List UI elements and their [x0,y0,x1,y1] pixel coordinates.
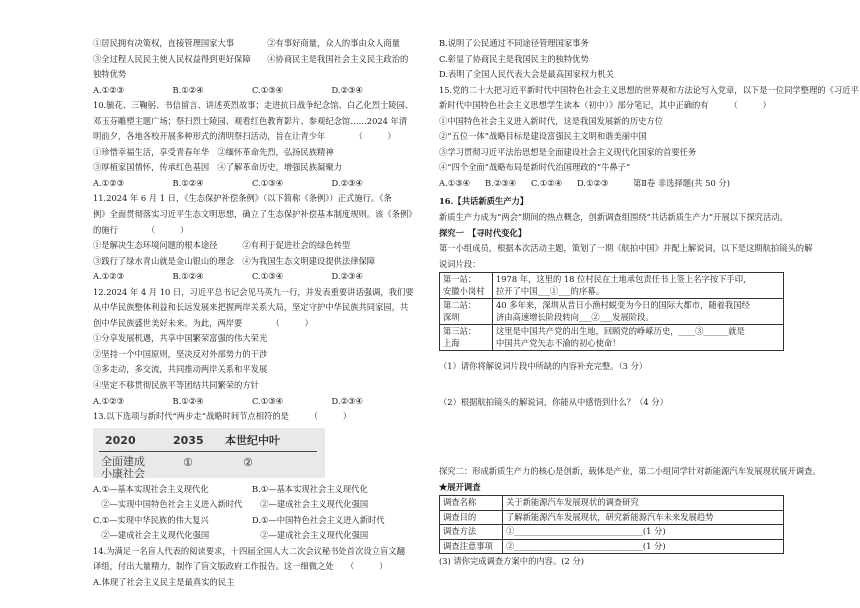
timeline-year-2020: 2020 [105,433,136,447]
option-d[interactable]: D.②③④ [331,271,363,282]
explore2-line: 探究二：形成新质生产力的核心是创新，载体是产业，第二小组同学针对新能源汽车发展现状展开调查。 [439,466,821,477]
q16-1: （1）请你将解说词片段中所缺的内容补充完整。（3 分） [439,361,648,372]
timeline-blank-2: ② [243,455,253,469]
q11-line: 例》全面贯彻落实习近平生态文明思想，确立了生态保护补偿基本制度规则。该《条例》 [93,209,417,220]
q12-line: ④坚定不移贯彻民族平等团结共同繁荣的方针 [93,380,259,391]
option-b[interactable]: B.①②④ [172,177,204,188]
timeline-blank-1: ① [183,455,193,469]
table-row [440,496,784,511]
option-a[interactable]: A.①③④ [439,177,470,188]
option-c[interactable]: C.①③④ [252,84,284,95]
q11-line: 11.2024 年 6 月 1 日，《生态保护补偿条例》（以下简称《条例》）正式施行。《条 [93,193,392,204]
q14-line: 14.为满足一名盲人代表的阅读要求，十四届全国人大二次会议秘书处首次设立盲文翻 [93,545,405,556]
q15-line: 新时代中国特色社会主义思想学生读本（初中）》部分笔记，其中正确的有 （ ） [439,100,771,111]
option-d[interactable]: D.①—中国特色社会主义进入新时代 [252,514,385,525]
q16-title: 16.【共话新质生产力】 [439,196,529,207]
q11-line: ③践行了绿水青山就是金山银山的理念 ④为我国生态文明建设提供法律保障 [93,255,376,266]
option-b[interactable]: B.①—基本实现社会主义现代化 [252,483,368,494]
answer-space[interactable] [439,375,784,395]
q10-line: ③厚植家国情怀，传承红色基因 ④了解革命历史，增强民族凝聚力 [93,162,342,173]
q14-option-c[interactable]: C.彰显了协商民主是我国民主的独特优势 [439,53,589,64]
q13-options-row [93,482,411,498]
timeline-mid-century: 本世纪中叶 [225,433,280,447]
table-row [440,299,784,325]
q14-line: 译组，付出大量精力，制作了盲文版政府工作报告。这一细微之处 （ ） [93,561,388,572]
option-d[interactable]: D.②③④ [331,177,363,188]
q10-line: 明前夕，各地各校开展多种形式的清明祭扫活动，旨在让青少年 （ ） [93,131,396,142]
option-c-sub: ②—建成社会主义现代化强国 [93,530,210,541]
q13-options-row [93,528,411,544]
q10-options [93,176,411,192]
station-cell: 第一站： 安徽小岗村 [440,273,493,299]
answer-space[interactable] [439,410,784,464]
survey-blank-notes[interactable]: ②_______________________________(1 分) [503,539,784,554]
q12-line: ③多走动，多交流，共同推动两岸关系和平发展 [93,364,268,375]
q10-line: 邓玉芬雕塑主题广场；祭扫烈士陵园、观看红色教育影片、参观纪念馆……2024 年清 [93,115,408,126]
q11-options [93,269,411,285]
part2-title: 第Ⅱ卷 非选择题(共 50 分) [633,177,730,188]
option-c[interactable]: C.①③④ [252,395,284,406]
q9-choice-line: ③全过程人民民主使人民权益得到更好保障 ④协商民主是我国社会主义民主政治的 [93,53,409,64]
table-row [440,525,784,540]
narration-cell: 40 多年来，深圳从昔日小渔村蜕变为今日的国际大都市，随着我国经 济由高速增长阶段转向___②___发展阶段。 [493,299,784,325]
timeline-figure [93,428,325,478]
q15-line: ②“五位一体”战略目标是建设富强民主文明和谐美丽中国 [439,131,647,142]
table-row [440,539,784,554]
q12-line: 从中华民族整体利益和长远发展来把握两岸关系大局，坚定守护中华民族共同家园，共 [93,302,409,313]
option-a[interactable]: A.①②③ [93,271,124,282]
option-d[interactable]: D.②③④ [331,84,363,95]
q10-line: 10.毓花、三鞠躬、书信留言、讲述英烈故事；走进抗日战争纪念馆、白乙化烈士陵园、 [93,100,414,111]
left-column [93,36,417,591]
option-b-sub: ②—建成社会主义现代化强国 [252,499,369,510]
timeline-label-1a: 全面建成 [101,454,145,468]
q14-option-a[interactable]: A.体现了社会主义民主是最真实的民主 [93,576,235,587]
q16-intro: 新质生产力成为“两会”期间的热点概念，创新调查组围绕“共话新质生产力”开展以下探究活动。 [439,212,788,223]
q15-options-row [439,176,784,192]
timeline-label-1b: 小康社会 [101,466,145,480]
survey-key: 调查注意事项 [440,539,503,554]
narration-cell: 这里是中国共产党的出生地，回顾党的峥嵘历史，____③______就是 中国共产党矢志不渝的初心使命！ [493,325,784,351]
q15-line: ③学习贯彻习近平法治思想是全面建设社会主义现代化国家的首要任务 [439,146,697,157]
explore1-line: 第一小组成员，根据本次活动主题，策划了一期《航拍中国》并配上解说词，以下是这期航拍镜头的解 [439,243,813,254]
q14-option-d[interactable]: D.表明了全国人民代表大会是最高国家权力机关 [439,69,614,80]
q16-2: （2）根据航拍镜头的解说词，你能从中感悟到什么？（4 分） [439,396,668,407]
station-cell: 第三站： 上海 [440,325,493,351]
q9-options [93,83,411,99]
q10-line: ①珍惜幸福生活，享受青春年华 ②缅怀革命先烈，弘扬民族精神 [93,146,334,157]
q12-line: 创中华民族盛世美好未来。为此，两岸要 （ ） [93,317,313,328]
timeline-axis [99,451,317,452]
option-a[interactable]: A.①②③ [93,84,124,95]
survey-value: 关于新能源汽车发展现状的调查研究 [503,496,784,511]
survey-key: 调查方法 [440,525,503,540]
timeline-year-2035: 2035 [173,433,204,447]
option-c[interactable]: C.①③④ [252,177,284,188]
q16-3: (3) 请你完成调查方案中的内容。(2 分) [439,556,584,567]
explore1-title: 探究一 【寻时代变化】 [439,227,527,238]
option-b[interactable]: B.①②④ [172,395,204,406]
q12-line: ①分享发展机遇，共享中国繁荣富强的伟大荣光 [93,333,268,344]
station-cell: 第二站： 深圳 [440,299,493,325]
q9-choice-line: ①居民拥有决策权，直接管理国家大事 ②有事好商量，众人的事由众人商量 [93,38,400,48]
q13-stem: 13.以下选项与新时代“两步走”战略时间节点相符的是 （ ） [93,411,352,422]
q15-line: ①中国特色社会主义进入新时代，这是我国发展新的历史方位 [439,115,664,126]
q15-line: 15.党的二十大把习近平新时代中国特色社会主义思想的世界观和方法论写入党章，以下是一位同学整理的《习近平 [439,84,859,95]
q11-line: ①是解决生态环境问题的根本途径 ②有利于促进社会的绿色转型 [93,240,351,251]
q13-options-row [93,513,411,529]
q9-choice-line: 独特优势 [93,69,127,80]
q15-line: ④“四个全面”战略布局是新时代治国理政的“牛鼻子” [439,162,631,173]
option-a[interactable]: A.①—基本实现社会主义现代化 [93,483,209,494]
explore1-line: 说词片段： [439,258,481,269]
q13-options-row [93,497,411,513]
q11-line: 的施行 （ ） [93,224,189,235]
option-d[interactable]: D.②③④ [331,395,363,406]
option-a[interactable]: A.①②③ [93,395,124,406]
option-a[interactable]: A.①②③ [93,177,124,188]
option-b[interactable]: B.②③④ [485,177,517,188]
option-d[interactable]: D.①②③ [577,177,609,188]
option-c[interactable]: C.①③④ [252,271,284,282]
right-column [439,36,859,570]
option-c[interactable]: C.①②④ [531,177,563,188]
option-d-sub: ②—建成社会主义现代化强国 [252,530,369,541]
narration-table [439,272,784,351]
option-a-sub: ②—实现中国特色社会主义进入新时代 [93,499,243,510]
table-row [440,273,784,299]
survey-key: 调查目的 [440,510,503,525]
q12-options [93,394,411,410]
survey-title: ★展开调查 [439,481,481,492]
q12-line: ②坚持一个中国原则，坚决反对外部势力的干涉 [93,348,268,359]
narration-cell: 1978 年，这里的 18 位村民在土地承包责任书上签上名字按下手印， 拉开了中国___①___的序幕。 [493,273,784,299]
option-b[interactable]: B.①②④ [172,271,204,282]
survey-table [439,495,784,554]
survey-blank-method[interactable]: ①_______________________________(1 分) [503,525,784,540]
option-b[interactable]: B.①②④ [172,84,204,95]
survey-value: 了解新能源汽车发展现状，研究新能源汽车未来发展趋势 [503,510,784,525]
q12-line: 12.2024 年 4 月 10 日，习近平总书记会见马英九一行，并发表重要讲话强调，我们要 [93,286,414,297]
survey-key: 调查名称 [440,496,503,511]
table-row [440,325,784,351]
q14-option-b[interactable]: B.说明了公民通过不同途径管理国家事务 [439,38,589,48]
option-c[interactable]: C.①—实现中华民族的伟大复兴 [93,514,209,525]
table-row [440,510,784,525]
